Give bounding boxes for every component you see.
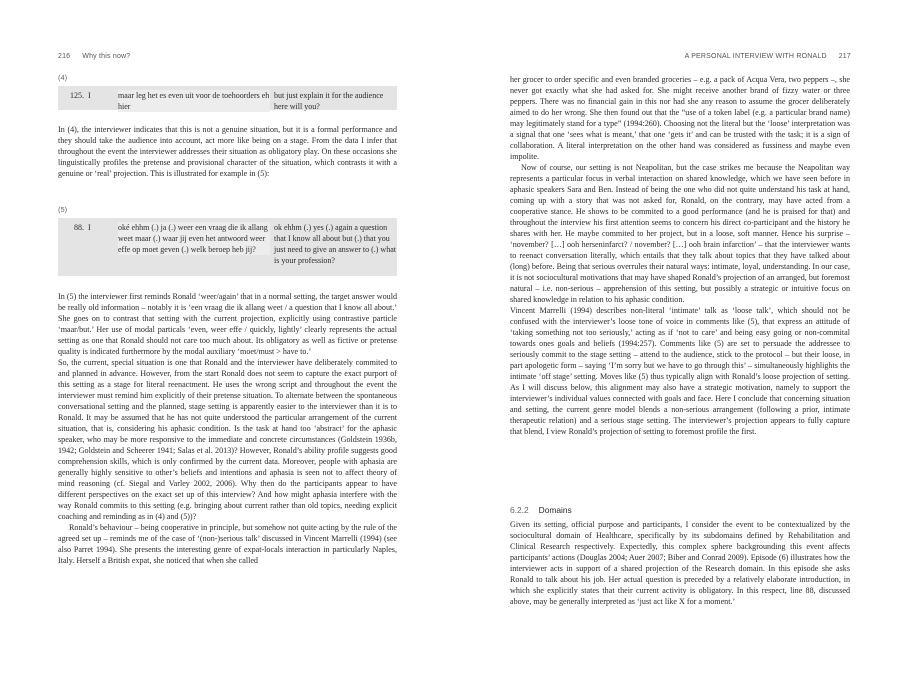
- left-page: [0, 0, 453, 680]
- left-running-head: [58, 53, 130, 60]
- right-running-head: [685, 53, 851, 60]
- right-page: [454, 0, 907, 680]
- right-paragraph-2: Now of course, our setting is not Neapolitan, but the case strikes me because the Neapolitan way represents a particular focus in verbal interaction on shared knowledge, which we have seen before in aphasic speakers Sara and Ben. Instead of being the one who did not quite understand his task at hand, coming up with a story that was not asked for, Ronald, on the contrary, may have acted from a cooperative stance. He shows to be commited to a good performance (and he is praised for that) and throughout the interview his first attention seems to concern his direct co-participant and the history he shares with her. He maybe commited to her project, but in a loose, soft manner. Hence his surprise – ‘november? […] ooh herseninfarct? / november? […] ooh brain infarction’ – that the interviewer wants to reenact conversation literally, which entails that they talk about topics that they have talked about (long) before. Being that serious overrules their natural ways: intimate, loyal, understanding. In our case, it is not sociocultural motivations that may have shaped Ronald’s projection of an arranged, but foremost natural – i.e. non-serious – apprehension of this setting, but possibly a strategic or intuitive focus on shared knowledge in relation to his aphasic condition.: [510, 163, 850, 304]
- example-translation: ok ehhm (.) yes (.) again a question that I know all about but (.) that you just need to give an answer to (.) what is your profession?: [274, 223, 396, 265]
- example-line-number: 88.: [74, 223, 84, 232]
- left-paragraph-3: So, the current, special situation is one that Ronald and the interviewer have deliberately commited to and planned in advance. However, from the start Ronald does not seem to capture the exact purport of this setting as a stage for literal reenactment. He uses the wrong script and throughout the event the interviewer must remind him explicitly of their pretense situation. To alternate between the spontaneous conversational setting and the planned, stage setting is apparently easier to the interviewer than it is to Ronald. It may be assumed that he has not quite understood the particular arrangement of the current situation, that is, considering his aphasic condition. Is the task at hand too ‘abstract’ for the aphasic speaker, who may be more responsive to the immediate and concrete circumstances (Goldstein 1936b, 1942; Goldstein and Scheerer 1941; Salas et al. 2013)? However, Ronald’s ability profile suggests good comprehension skills, which is only confirmed by the current data. Moreover, people with aphasia are generally highly sensitive to other’s beliefs and intentions and aphasia is seen not to affect theory of mind reasoning (cf. Siegal and Varley 2002, 2006). Why then do the participants appear to have different perspectives on the exact set up of this interview? And how might aphasia interfere with the way Ronald commits to this setting (e.g. bringing about current rather than old topics, needing explicit coaching and reminding as in (4) and (5))?: [58, 358, 397, 521]
- left-paragraph-1: In (4), the interviewer indicates that this is not a genuine situation, but it is a formal performance and they should take the audience into account, act more like being on a stage. From the data I infer that throughout the event the interviewer addresses their situation as obligatory play. On these occasions she linguistically profiles the pretense and provisional character of the situation, which contrasts it with a genuine or ‘real’ projection. This is illustrated for example in (5):: [58, 125, 397, 178]
- right-body-text: [510, 74, 850, 437]
- left-page-number: 216: [58, 53, 71, 60]
- left-paragraph-4: Ronald’s behaviour – being cooperative in principle, but somehow not quite acting by the rule of the agreed set up – reminds me of the case of ‘(non-)serious talk’ discussed in Vincent Marrelli (1994) (see also Parret 1994). She presents the interesting genre of expat-locals interaction in particularly Naples, Italy. Herself a British expat, she noticed that when she called: [58, 523, 397, 565]
- section-heading: [510, 505, 850, 516]
- example-translation: but just explain it for the audience here will you?: [274, 91, 384, 111]
- right-page-number: 217: [838, 53, 851, 60]
- section-title: Domains: [538, 505, 572, 515]
- example-line-number: 125.: [70, 91, 84, 100]
- example-original-text: maar leg het es even uit voor de toehoorders eh hier: [118, 91, 270, 111]
- right-paragraph-4: Given its setting, official purpose and participants, I consider the event to be contextualized by the sociocultural domain of Healthcare, specifically by its subdomains defined by Rehabilitation and Clinical Research respectively. Expectedly, this complex sphere backgrounding this event affects participants’ actions (Douglas 2004; Auer 2007; Biber and Conrad 2009). Episode (6) illustrates how the interviewer acts in support of a shared projection of the Research domain. In this episode she asks Ronald to talk about his job. Her actual question is preceded by a relatively elaborate introduction, in which she explicitly states that their current activity is obligatory. In this respect, line 88, discussed above, may be generally interpreted as ‘just act like X for a moment.’: [510, 520, 850, 606]
- right-paragraph-1: her grocer to order specific and even branded groceries – e.g. a pack of Acqua Vera, two peppers –, she never got exactly what she had asked for. She might receive another brand of fizzy water or three peppers. There was no financial gain in this nor had she any reason to assume the grocer deliberately aimed to do her wrong. She then found out that the “use of a token label (e.g. a particular brand name) may legitimately stand for a type” (1994:260). Choosing not the literal but the ‘loose’ interpretation was a signal that one ‘sees what is meant,’ that one ‘gets it’ and can be trusted with the task; it is a sign of collaboration. A literal interpretation on the other hand was considered as fussiness and maybe even impolite.: [510, 75, 850, 161]
- example-5-row: [58, 218, 397, 276]
- example-original-text: oké ehhm (.) ja (.) weer een vraag die ik allang weet maar (.) waar jij even het antwoord weer effe op moet geven (.) welk beroep heb jij?: [118, 222, 270, 255]
- example-speaker: I: [88, 223, 91, 232]
- left-body-text: [58, 291, 397, 566]
- example-5-label: (5): [58, 205, 68, 214]
- example-4-row: [58, 86, 397, 110]
- right-running-title: A PERSONAL INTERVIEW WITH RONALD: [684, 53, 827, 60]
- example-speaker: I: [88, 91, 91, 100]
- section-number: 6.2.2: [510, 505, 529, 515]
- example-4-label: (4): [58, 73, 68, 82]
- left-paragraph-2: In (5) the interviewer first reminds Ronald ‘weer/again’ that in a normal setting, the target answer would be really old information – notably it is ‘een vraag die ik allang weet / a question that I know all about.’ She goes on to contrast that setting with the current projection, explicitly using contrastive particle ‘maar/but.’ Her use of modal particals ‘even, weer effe / quickly, lightly’ clearly represents the actual setting as one that Ronald should not care too much about. Its obligatory as well as fictive or pretense quality is indicated furthermore by the modal auxiliary ‘moet/must > have to.’: [58, 292, 397, 356]
- right-paragraph-3: Vincent Marrelli (1994) describes non-literal ‘intimate’ talk as ‘loose talk’, which should not be confused with the interviewer’s loose tone of voice in comments like (5), that express an attitude of ‘taking something not too seriously,’ acting as if ‘not to care’ and being easy going or non-commital towards ones goals and beliefs (1994:257). Comments like (5) are set to persuade the addressee to seriously commit to the stage setting – attend to the audience, stick to the protocol – but their loose, in part apologetic form – saying ‘I’m sorry but we have to go through this’ – simultaneously highlights the intimate ‘off stage’ setting. Moves like (5) thus typically align with Ronald’s loose projection of setting. As I will discuss below, this alignment may also have a strategic motivation, namely to support the interviewer’s individual values connected with goals and face. Here I conclude that concerning situation and setting, the current genre model blends a non-serious arrangement (following a prior, intimate therapeutic relation) and a serious stage setting. The interviewer’s projection appears to fully capture that blend, I view Ronald’s projection of setting to foremost profile the first.: [510, 306, 850, 436]
- left-running-title: Why this now?: [82, 53, 131, 60]
